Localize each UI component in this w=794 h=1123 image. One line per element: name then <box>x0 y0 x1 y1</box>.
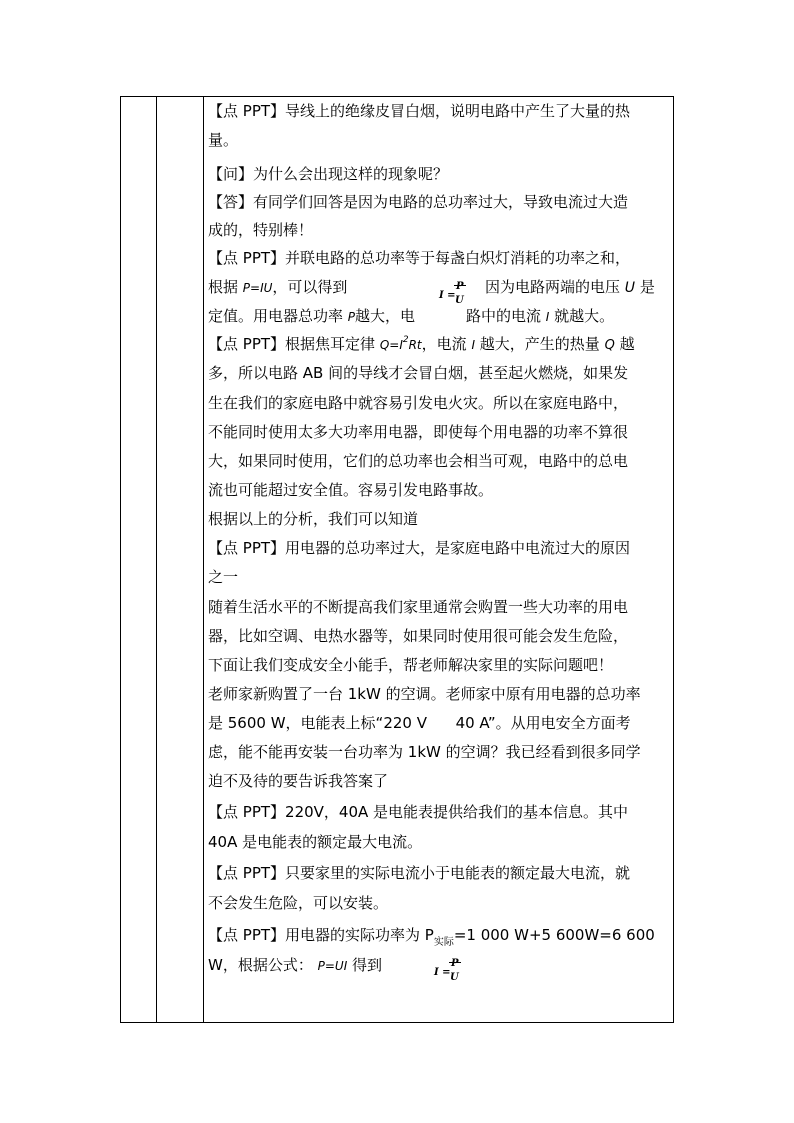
paragraph-line: 不能同时使用太多大功率用电器，即使每个用电器的功率不算很 <box>208 423 629 441</box>
paragraph-line: 量。 <box>208 131 239 149</box>
table-column-divider <box>156 97 157 1022</box>
paragraph-line: 大，如果同时使用，它们的总功率也会相当可观，电路中的总电 <box>208 452 629 470</box>
paragraph-line: 定值。用电器总功率 P越大，电 路中的电流 I 就越大。 <box>208 307 615 325</box>
paragraph-line: 【点 PPT】导线上的绝缘皮冒白烟，说明电路中产生了大量的热 <box>208 102 631 120</box>
paragraph-line: 40A 是电能表的额定最大电流。 <box>208 833 423 851</box>
formula-joule: $Q=I^2Rt$ <box>379 335 422 352</box>
paragraph-line: 【点 PPT】用电器的总功率过大，是家庭电路中电流过大的原因 <box>208 539 631 557</box>
paragraph-line: 不会发生危险，可以安装。 <box>208 894 389 912</box>
paragraph-line: 【问】为什么会出现这样的现象呢？ <box>208 165 449 183</box>
formula-line: 根据 P=IU，可以得到 I = P U 因为电路两端的电压 U 是 <box>208 278 655 306</box>
paragraph-line: 根据以上的分析，我们可以知道 <box>208 510 419 528</box>
paragraph-line: 多，所以电路 AB 间的导线才会冒白烟，甚至起火燃烧，如果发 <box>208 364 629 382</box>
paragraph-line: 器，比如空调、电热水器等，如果同时使用很可能会发生危险， <box>208 627 629 645</box>
paragraph-line: 【点 PPT】并联电路的总功率等于每盏白炽灯消耗的功率之和， <box>208 249 631 267</box>
paragraph-line: 【点 PPT】220V，40A 是电能表提供给我们的基本信息。其中 <box>208 803 629 821</box>
paragraph-line: 迫不及待的要告诉我答案了 <box>208 772 389 790</box>
paragraph-line: 老师家新购置了一台 1kW 的空调。老师家中原有用电器的总功率 <box>208 685 641 703</box>
paragraph-line: 【点 PPT】只要家里的实际电流小于电能表的额定最大电流，就 <box>208 864 631 882</box>
paragraph-line: 【点 PPT】用电器的实际功率为 $P_{实际}=1$ 000 W+5 600W=6 600 <box>208 926 655 948</box>
formula-pui: P=UI <box>317 959 348 973</box>
paragraph-line: 流也可能超过安全值。容易引发电路事故。 <box>208 481 494 499</box>
paragraph-line: 成的，特别棒！ <box>208 221 314 239</box>
paragraph-line: 【点 PPT】根据焦耳定律 $Q=I^2Rt$，电流 I 越大，产生的热量 Q 越 <box>208 335 635 353</box>
paragraph-line: 之一 <box>208 568 239 586</box>
paragraph-line: 随着生活水平的不断提高我们家里通常会购置一些大功率的用电 <box>208 598 629 616</box>
formula-line: W，根据公式： P=UI 得到 I = P U <box>208 951 666 982</box>
paragraph-line: 下面让我们变成安全小能手，帮老师解决家里的实际问题吧！ <box>208 656 614 674</box>
paragraph-line: 虑，能不能再安装一台功率为 1kW 的空调？我已经看到很多同学 <box>208 743 641 761</box>
paragraph-line: 是 5600 W，电能表上标“220 V 40 A”。从用电安全方面考 <box>208 714 631 732</box>
table-column-divider <box>203 97 204 1022</box>
formula-pui: P=IU <box>242 281 273 295</box>
paragraph-line: 【答】有同学们回答是因为电路的总功率过大，导致电流过大造 <box>208 193 629 211</box>
paragraph-line: 生在我们的家庭电路中就容易引发电火灾。所以在家庭电路中， <box>208 394 629 412</box>
